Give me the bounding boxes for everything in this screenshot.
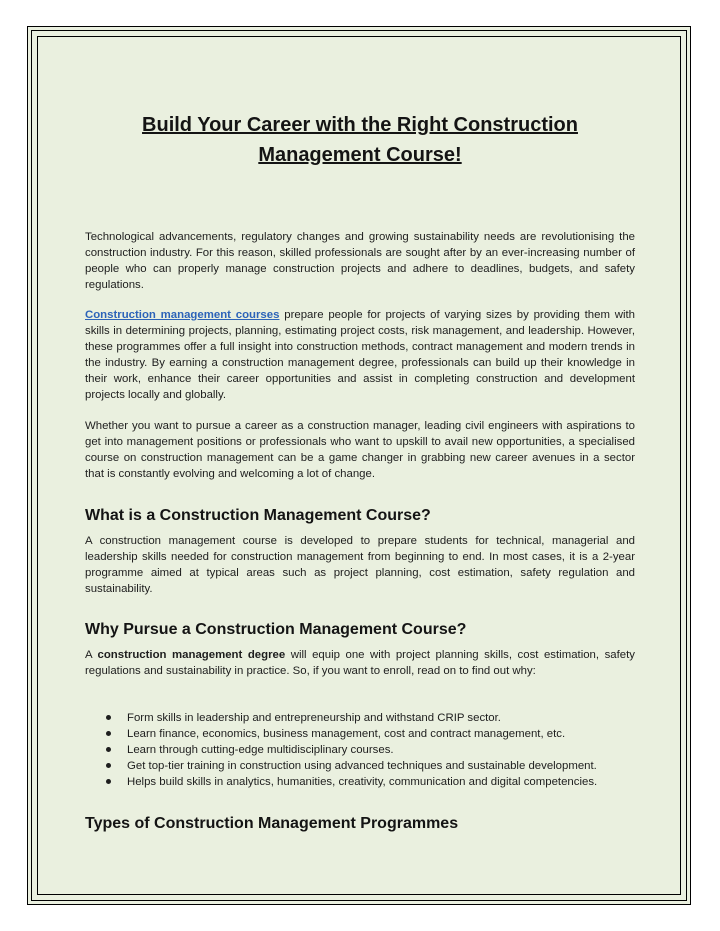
title-line-1: Build Your Career with the Right Construction [142,114,578,136]
document-title [85,110,635,170]
list-item-text: Helps build skills in analytics, humanities, creativity, communication and digital competencies. [127,776,598,788]
list-item [85,742,635,758]
bullet-icon [106,731,111,736]
bullet-icon [106,715,111,720]
list-item [85,758,635,774]
career-paragraph: Whether you want to pursue a career as a construction manager, leading civil engineers with aspirations to get into management positions or professionals who want to upskill to avail new opportunities, a specialised course on construction management can be a game changer in grabbing new career avenues in a sector that is constantly evolving and welcoming a lot of change. [85,420,635,480]
bullet-icon [106,763,111,768]
list-item [85,710,635,726]
section-heading-types: Types of Construction Management Programmes [85,815,459,832]
what-is-paragraph: A construction management course is developed to prepare students for technical, managerial and leadership skills needed for construction management from beginning to end. In most cases, it is a 2-year programme aimed at typical areas such as project planning, cost estimation, safety regulation and sustainability. [85,535,635,595]
bullet-icon [106,779,111,784]
list-item-text: Learn finance, economics, business management, cost and contract management, etc. [127,728,566,740]
list-item [85,726,635,742]
section-heading-why-pursue: Why Pursue a Construction Management Course? [85,621,467,638]
intro-paragraph: Technological advancements, regulatory changes and growing sustainability needs are revolutionising the construction industry. For this reason, skilled professionals are sought after by an ever-increasing number of people who can properly manage construction projects and adhere to deadlines, budgets, and safety regulations. [85,231,635,291]
why-pursue-text: will equip one with project planning skills, cost estimation, safety regulations and sustainability in practice. So, if you want to enroll, read on to find out why: [85,649,635,677]
courses-paragraph-text: prepare people for projects of varying sizes by providing them with skills in determining projects, planning, estimating project costs, risk management, and leadership. However, these programmes offer a full insight into construction methods, contract management and modern trends in the industry. By earning a construction management degree, professionals can build up their knowledge in their work, enhance their career opportunities and assist in completing construction and development projects locally and globally. [85,309,635,401]
list-item-text: Form skills in leadership and entrepreneurship and withstand CRIP sector. [127,712,501,724]
bullet-icon [106,747,111,752]
list-item [85,774,635,790]
list-item-text: Get top-tier training in construction using advanced techniques and sustainable development. [127,760,597,772]
construction-courses-link[interactable]: Construction management courses [85,309,280,321]
reasons-list [85,710,635,790]
why-pursue-prefix: A [85,649,98,661]
section-heading-what-is: What is a Construction Management Course? [85,507,431,524]
why-pursue-paragraph [85,647,635,679]
courses-paragraph [85,307,635,403]
title-line-2: Management Course! [258,144,462,166]
list-item-text: Learn through cutting-edge multidisciplinary courses. [127,744,394,756]
degree-emphasis: construction management degree [97,649,286,661]
